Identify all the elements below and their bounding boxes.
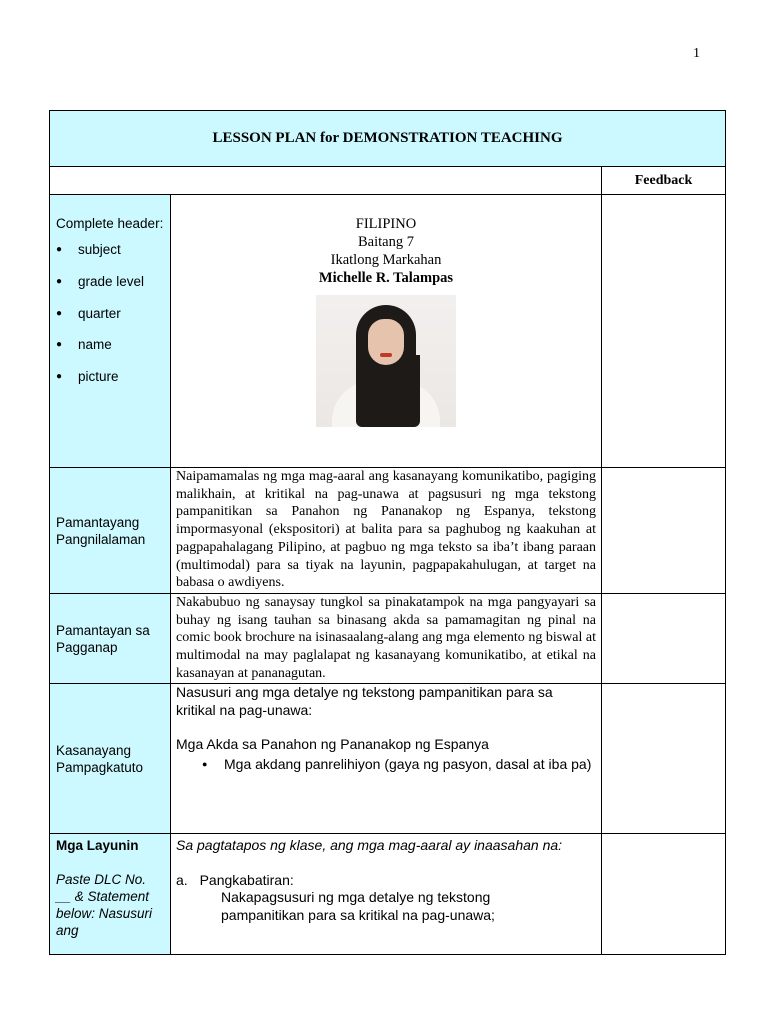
lesson-plan-title: LESSON PLAN for DEMONSTRATION TEACHING bbox=[50, 111, 726, 167]
performance-standard-label: Pamantayan sa Pagganap bbox=[50, 594, 171, 684]
list-item: ● quarter bbox=[56, 304, 164, 336]
lesson-plan-table bbox=[49, 110, 726, 955]
header-requirements-label: Complete header: bbox=[56, 216, 164, 231]
page-number: 1 bbox=[693, 46, 700, 61]
feedback-header: Feedback bbox=[602, 167, 726, 195]
competency-topic: Mga Akda sa Panahon ng Pananakop ng Espanya bbox=[176, 736, 489, 753]
feedback-cell bbox=[602, 834, 726, 955]
competency-bullet: ● Mga akdang panrelihiyon (gaya ng pasyon, dasal at iba pa) bbox=[176, 756, 596, 774]
objectives-label: Mga Layunin bbox=[56, 838, 139, 853]
objective-item-a bbox=[176, 872, 596, 890]
teacher-name: Michelle R. Talampas bbox=[318, 270, 454, 286]
feedback-cell bbox=[602, 195, 726, 468]
objectives-intro: Sa pagtatapos ng klase, ang mga mag-aaral ay inaasahan na: bbox=[176, 837, 563, 853]
list-item: ● picture bbox=[56, 367, 164, 399]
blank-header-cell bbox=[50, 167, 602, 195]
feedback-cell bbox=[602, 468, 726, 594]
list-item: ● subject bbox=[56, 240, 164, 272]
header-requirements-cell bbox=[50, 195, 171, 468]
teacher-photo bbox=[316, 295, 456, 427]
objectives-label-cell bbox=[50, 834, 171, 955]
header-requirements-list bbox=[56, 240, 164, 399]
list-item: ● grade level bbox=[56, 272, 164, 304]
performance-standard-text: Nakabubuo ng sanaysay tungkol sa pinakatampok na mga pangyayari sa buhay ng isang tauhan sa binasang akda sa pamamagitan ng pinal na comic book brochure na isinasaalang-alang ang mga elemento ng biswal at multimodal na may paglalapat ng kasanayang komunikatibo, at etikal na kasanayan at pananagutan. bbox=[171, 594, 602, 684]
content-standard-label: Pamantayang Pangnilalaman bbox=[50, 468, 171, 594]
list-item: ● name bbox=[56, 335, 164, 367]
competency-line: Nasusuri ang mga detalye ng tekstong pampanitikan para sa kritikal na pag-unawa: bbox=[176, 684, 553, 718]
learning-competency-cell bbox=[171, 684, 602, 834]
feedback-cell bbox=[602, 594, 726, 684]
header-info-cell bbox=[171, 195, 602, 468]
objective-title: Pangkabatiran: bbox=[199, 871, 294, 888]
subject: FILIPINO bbox=[355, 216, 417, 232]
objectives-note: Paste DLC No. __ & Statement below: Nasusuri ang bbox=[56, 872, 153, 938]
objective-marker: a. bbox=[176, 871, 188, 888]
quarter: Ikatlong Markahan bbox=[330, 252, 442, 268]
feedback-cell bbox=[602, 684, 726, 834]
learning-competency-label: Kasanayang Pampagkatuto bbox=[50, 684, 171, 834]
objectives-cell bbox=[171, 834, 602, 955]
content-standard-text: Naipamamalas ng mga mag-aaral ang kasanayang komunikatibo, pagiging malikhain, at kritikal na pag-unawa at pagsusuri ng mga tekstong pampanitikan sa Panahon ng Pananakop ng Espanya, tekstong impormasyonal (ekspositori) at balita para sa paghubog ng kaakuhan at pagpapahalagang Pilipino, at pagbuo ng mga teksto sa iba’t ibang paraan (multimodal) para sa tiyak na layunin, pagpapakahulugan, at target na babasa o awdiyens. bbox=[171, 468, 602, 594]
objective-text: Nakapagsusuri ng mga detalye ng tekstong pampanitikan para sa kritikal na pag-unawa; bbox=[221, 889, 495, 924]
grade-level: Baitang 7 bbox=[358, 234, 414, 250]
